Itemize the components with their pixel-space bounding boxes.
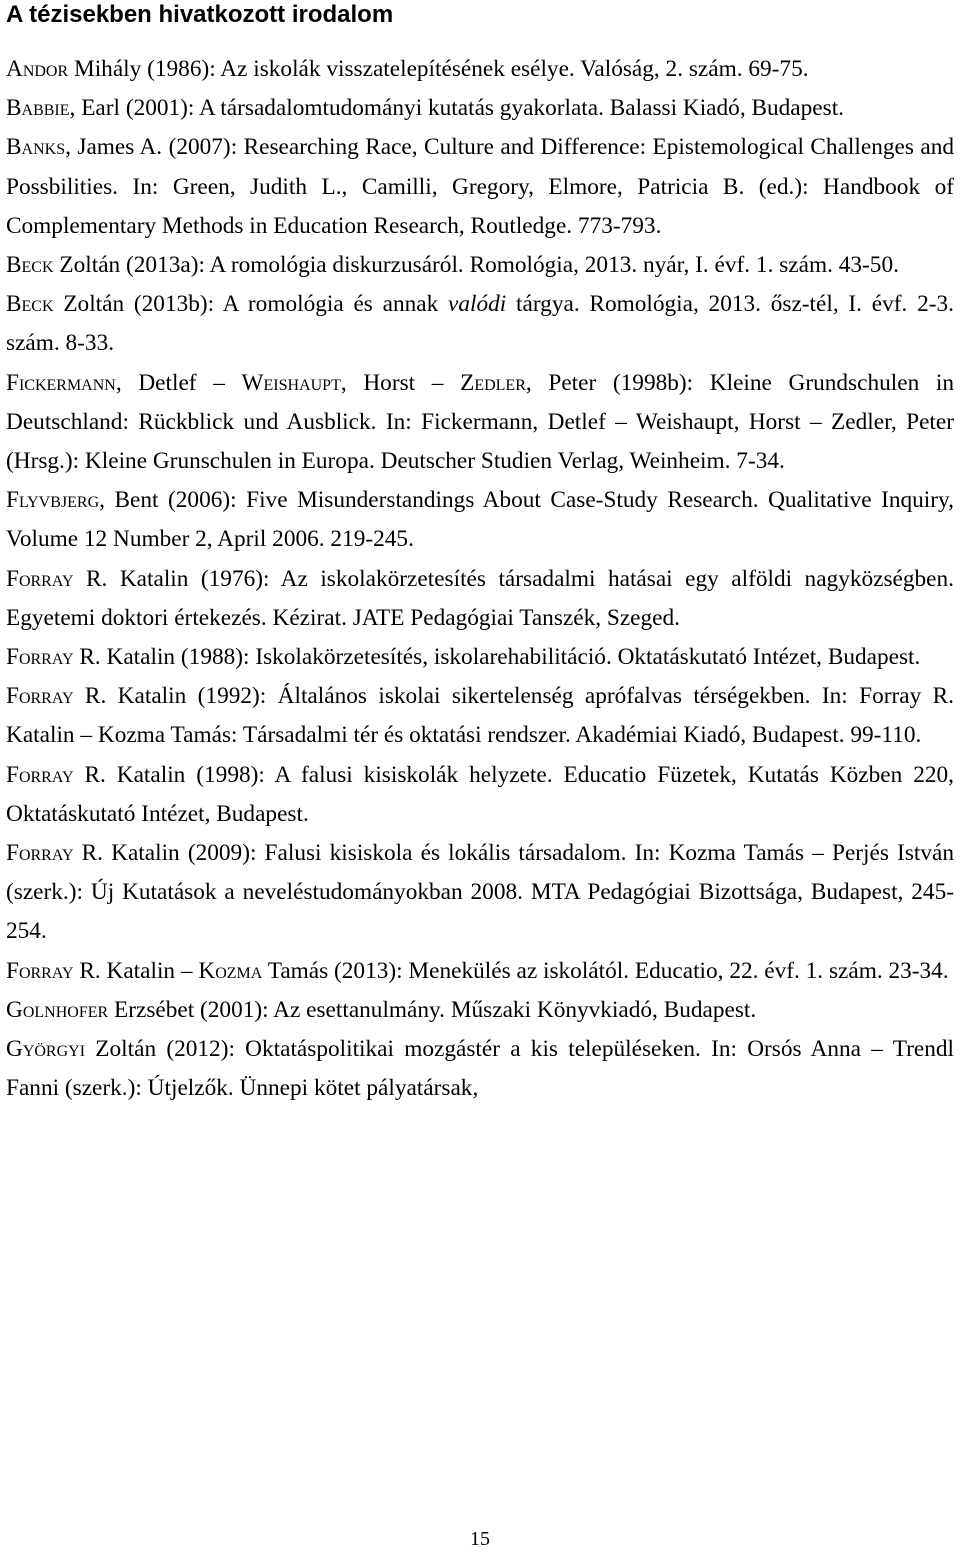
reference-text: R. Katalin (1992): Általános iskolai sikertelenség aprófalvas térségekben. In: Forray R. Katalin – Kozma Tamás: Társadalmi tér és oktatási rendszer. Akadémiai Kiadó, Budapest. 99-110.	[6, 683, 954, 749]
reference-entry	[6, 677, 954, 755]
reference-entry	[6, 991, 954, 1030]
reference-entry	[6, 89, 954, 128]
reference-text: Zoltán (2013a): A romológia diskurzusáról. Romológia, 2013. nyár, I. évf. 1. szám. 43-50.	[53, 252, 899, 279]
reference-text: R. Katalin (2009): Falusi kisiskola és lokális társadalom. In: Kozma Tamás – Perjés István (szerk.): Új Kutatások a neveléstudományokban 2008. MTA Pedagógiai Bizottsága, Budapest, 245-254.	[6, 840, 954, 945]
reference-text: R. Katalin (1988): Iskolakörzetesítés, iskolarehabilitáció. Oktatáskutató Intézet, Budapest.	[73, 644, 921, 671]
reference-text: , Detlef –	[115, 369, 242, 396]
reference-text: Mihály (1986): Az iskolák visszatelepítésének esélye. Valóság, 2. szám. 69-75.	[68, 56, 809, 82]
author-name: Zedler	[460, 369, 526, 396]
reference-text: R. Katalin (1998): A falusi kisiskolák helyzete. Educatio Füzetek, Kutatás Közben 220, Oktatáskutató Intézet, Budapest.	[6, 761, 954, 827]
author-name: Kozma	[198, 957, 263, 984]
author-name: Forray	[6, 957, 74, 984]
reference-text: R. Katalin –	[73, 957, 199, 984]
reference-entry	[6, 756, 954, 834]
reference-text: Zoltán (2013b): A romológia és annak	[53, 291, 449, 318]
reference-entry	[6, 50, 954, 89]
author-name: Forray	[6, 644, 74, 671]
reference-entry	[6, 1030, 954, 1108]
reference-text: , Bent (2006): Five Misunderstandings About Case-Study Research. Qualitative Inquiry, Volume 12 Number 2, April 2006. 219-245.	[6, 487, 954, 553]
emphasis-text: valódi	[448, 291, 507, 318]
reference-entry	[6, 285, 954, 363]
reference-text: tárgya. Romológia, 2013. ősz-tél, I. évf. 2-3. szám. 8-33.	[6, 291, 955, 357]
reference-entry	[6, 834, 954, 952]
reference-list	[6, 50, 954, 1108]
reference-text: R. Katalin (1976): Az iskolakörzetesítés társadalmi hatásai egy alföldi nagyközségben. Egyetemi doktori értekezés. Kézirat. JATE Pedagógiai Tanszék, Szeged.	[6, 565, 954, 631]
reference-entry	[6, 128, 954, 246]
reference-text: , Horst –	[340, 369, 461, 396]
author-name: Babbie	[6, 95, 70, 122]
author-name: Flyvbjerg	[6, 487, 100, 514]
author-name: Forray	[6, 761, 74, 788]
reference-entry	[6, 246, 954, 285]
author-name: Beck	[6, 252, 54, 279]
reference-text: , James A. (2007): Researching Race, Culture and Difference: Epistemological Challenges and Possbilities. In: Green, Judith L., Camilli, Gregory, Elmore, Patricia B. (ed.): Handbook of Complementary Methods in Education Research, Routledge. 773-793.	[6, 134, 954, 239]
reference-entry	[6, 560, 954, 638]
reference-entry	[6, 364, 954, 482]
reference-text: Tamás (2013): Menekülés az iskolától. Educatio, 22. évf. 1. szám. 23-34.	[262, 957, 949, 984]
author-name: Györgyi	[6, 1036, 86, 1063]
reference-text: , Earl (2001): A társadalomtudományi kutatás gyakorlata. Balassi Kiadó, Budapest.	[69, 95, 844, 122]
author-name: Golnhofer	[6, 996, 109, 1023]
author-name: Forray	[6, 683, 74, 710]
author-name: Andor	[6, 56, 69, 82]
author-name: Banks	[6, 134, 66, 161]
reference-entry	[6, 952, 954, 991]
reference-text: Zoltán (2012): Oktatáspolitikai mozgástér a kis településeken. In: Orsós Anna – Trendl Fanni (szerk.): Útjelzők. Ünnepi kötet pályatársak,	[6, 1036, 954, 1102]
reference-entry	[6, 638, 954, 677]
section-heading: A tézisekben hivatkozott irodalom	[6, 1, 394, 28]
reference-text: , Peter (1998b): Kleine Grundschulen in Deutschland: Rückblick und Ausblick. In: Fickermann, Detlef – Weishaupt, Horst – Zedler, Peter (Hrsg.): Kleine Grunschulen in Europa. Deutscher Studien Verlag, Weinheim. 7-34.	[6, 369, 955, 475]
author-name: Beck	[6, 291, 54, 318]
reference-entry	[6, 481, 954, 559]
author-name: Weishaupt	[241, 369, 341, 396]
page-number: 15	[470, 1528, 490, 1550]
author-name: Forray	[6, 565, 74, 592]
author-name: Fickermann	[6, 369, 116, 396]
reference-text: Erzsébet (2001): Az esettanulmány. Műszaki Könyvkiadó, Budapest.	[108, 996, 757, 1023]
author-name: Forray	[6, 840, 74, 867]
